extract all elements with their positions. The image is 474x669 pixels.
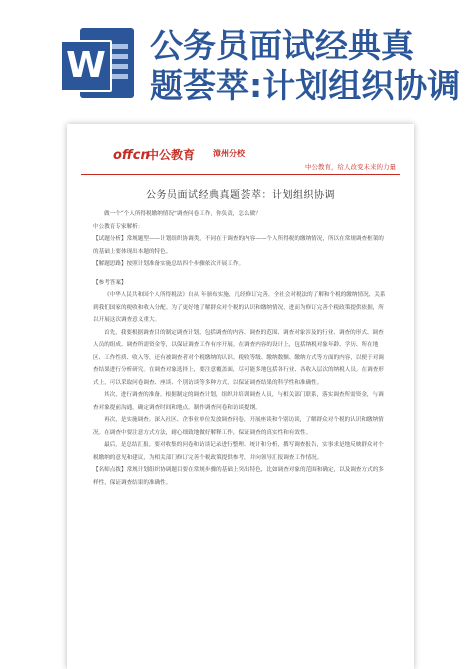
word-icon-letter: W [60,40,112,92]
branch-name: 漳州分校 [213,149,245,158]
tip-paragraph: 【名师点拨】常规计划组织协调题目要在常规步骤的基础上突出特色，比如调查对象的范围和确定，以及调查方式的多样性，保证调查结果的准确性。 [93,467,384,486]
header-slogan: 中公教育，给人改变未来的力量 [305,163,396,171]
cover-banner [0,0,474,118]
word-document-icon [60,28,134,98]
offcn-logo: offcn [113,148,150,163]
banner-title [150,26,472,106]
document-title: 公务员面试经典真题荟萃：计划组织协调 [146,190,335,201]
answer-paragraph: 《中华人民共和国个人所得税法》自从 年颁布实施，几经修订完善，全社会对税法的了解和个税的缴纳情况，关系到我们国家的税收和收入分配。为了更好地了解群众对个税的认识和缴纳情况，进而为修订完善个税政策提供依据，所以开展这次调查意义重大。 [93,292,386,323]
question-text: 做一个“个人所得税缴纳情况”调查问卷工作，你负责，怎么做？ [104,211,261,217]
answer-label: 【参考答案】 [93,279,127,286]
approach-paragraph: 【解题思路】按照计划准备实施总结四个步骤依次开展工作。 [93,261,245,267]
document-body [67,201,414,489]
banner-title-line-1: 公务员面试经典真 [150,26,414,65]
expert-analysis-label: 中公教育专家解析： [93,223,144,230]
analysis-paragraph: 【试题分析】常规题型——计划组织协调类，不同在于调查的内容——个人所得税的缴纳情况，所以在常规调查框架的的基础上要体现出本题的特色。 [93,236,384,255]
document-page [67,124,414,669]
logo-text: 中公教育 [147,148,196,162]
document-header [81,124,400,175]
banner-title-line-2: 题荟萃:计划组织协调 [150,66,461,105]
answer-paragraph: 首先，我要根据调查目的制定调查计划，包括调查的内容、调查的范围、调查对象涉及的行业、调查的形式、调查人员的组成、调查所需资金等，以保证调查工作有序开展。在调查内容的设计上，包括纳税对象年龄、学历、所在地区、工作性质、收入等，还有被调查者对个税缴纳的认识、税收等级、缴纳数额、缴纳方式等方面的内容，以便于对调查结果进行分析研究。在调查对象选择上，要注意覆盖面，尽可能多地包括各行业、各收入层次的纳税人员。在调查形式上，可以采取问卷调查、座谈、个别访谈等多种方式，以保证调查结果的科学性和准确性。 [93,329,384,386]
answer-paragraph: 再次，是实施调查。深入社区、企事业单位发放调查问卷，开展座谈和个别访谈，了解群众对个税的认识和缴纳情况。在调查中要注意方式方法，耐心细致地做好解释工作，保证调查的真实性和有效性。 [93,417,384,436]
answer-paragraph: 最后，是总结汇报。要对收集的问卷和访谈记录进行整理、统计和分析，撰写调查报告，实事求是地反映群众对个税缴纳的意见和建议，为相关部门修订完善个税政策提供参考，并向领导汇报调查工作情况。 [93,442,384,461]
answer-paragraph: 其次，进行调查的准备。根据制定的调查计划，组织并培训调查人员，与相关部门联系，落实调查所需资金，与调查对象提前沟通，确定调查时间和地点，制作调查问卷和访谈提纲。 [93,392,384,411]
